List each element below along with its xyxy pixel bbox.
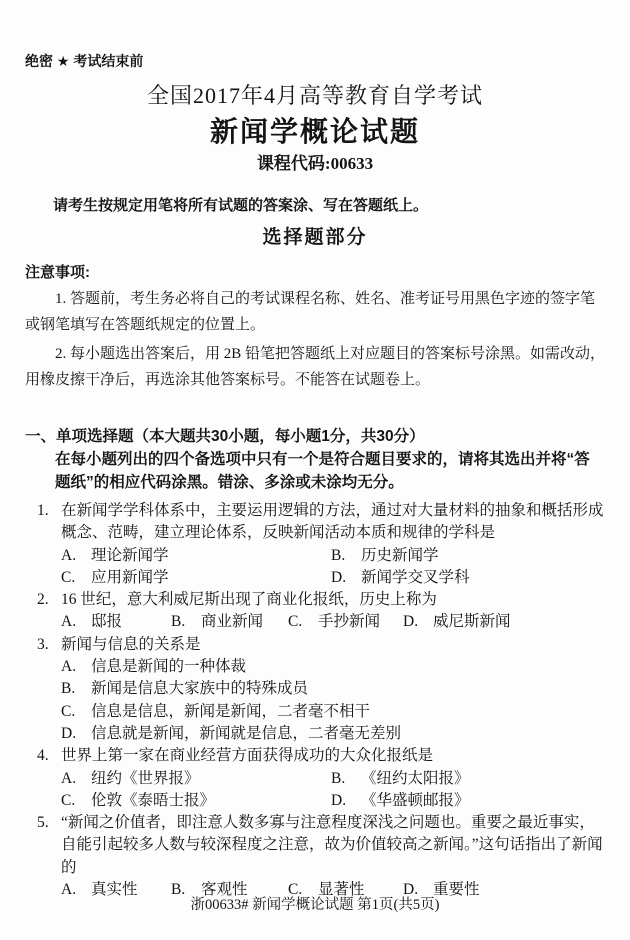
option-label: C. xyxy=(61,568,76,586)
question-number: 1. xyxy=(37,502,49,519)
option-label: B. xyxy=(331,546,346,564)
question-3-options xyxy=(61,656,605,745)
question-4-text xyxy=(37,745,605,767)
option-b xyxy=(331,545,605,567)
option-text: 理论新闻学 xyxy=(91,546,169,564)
option-text: 信息是信息，新闻是新闻，二者毫不相干 xyxy=(91,702,371,720)
option-label: C. xyxy=(288,881,303,899)
question-stem: 世界上第一家在商业经营方面获得成功的大众化报纸是 xyxy=(61,747,434,765)
option-text: 显著性 xyxy=(318,881,365,899)
part-one-single-choice xyxy=(25,425,605,901)
option-label: B. xyxy=(331,769,346,787)
question-stem: 新闻与信息的关系是 xyxy=(61,635,201,653)
page-footer: 浙00633# 新闻学概论试题 第1页(共5页) xyxy=(190,897,440,913)
option-label: A. xyxy=(61,546,77,564)
option-text: 《华盛顿邮报》 xyxy=(361,791,470,809)
option-a xyxy=(61,656,605,678)
option-a xyxy=(61,611,171,633)
question-stem: 在新闻学学科体系中，主要运用逻辑的方法，通过对大量材料的抽象和概括形成概念、范畴，建立理论体系，反映新闻活动本质和规律的学科是 xyxy=(61,502,604,542)
option-text: 纽约《世界报》 xyxy=(91,769,200,787)
option-b xyxy=(331,768,605,790)
option-text: 应用新闻学 xyxy=(91,568,169,586)
option-label: A. xyxy=(61,769,77,787)
question-2-options xyxy=(61,611,605,633)
notes-label: 注意事项: xyxy=(25,264,90,281)
option-label: A. xyxy=(61,881,77,899)
option-c xyxy=(61,701,605,723)
option-text: 新闻学交叉学科 xyxy=(361,568,470,586)
exam-session-title: 全国2017年4月高等教育自学考试 xyxy=(146,83,483,108)
question-number: 5. xyxy=(37,814,49,832)
option-text: 客观性 xyxy=(201,881,248,899)
question-1-text xyxy=(37,500,605,545)
option-text: 信息是新闻的一种体裁 xyxy=(91,658,247,676)
option-b xyxy=(61,678,605,700)
question-5 xyxy=(37,812,605,901)
question-4 xyxy=(37,745,605,812)
option-label: A. xyxy=(61,658,77,676)
option-label: B. xyxy=(61,680,76,698)
option-label: A. xyxy=(61,613,77,631)
option-a xyxy=(61,545,331,567)
secrecy-label: 绝密 ★ 考试结束前 xyxy=(25,53,144,69)
question-2-text xyxy=(37,589,605,611)
paper-title: 新闻学概论试题 xyxy=(209,116,420,147)
question-5-text xyxy=(37,812,605,879)
option-label: C. xyxy=(61,791,76,809)
option-b xyxy=(171,611,288,633)
option-text: 手抄新闻 xyxy=(318,613,381,631)
question-1 xyxy=(37,500,605,589)
question-4-options xyxy=(61,768,605,813)
option-label: D. xyxy=(331,568,347,586)
option-text: 《纽约太阳报》 xyxy=(361,769,470,787)
option-c xyxy=(288,611,403,633)
course-code: 课程代码:00633 xyxy=(256,154,374,173)
option-d xyxy=(331,567,605,589)
option-label: C. xyxy=(288,613,303,631)
option-text: 重要性 xyxy=(433,881,480,899)
option-text: 信息就是新闻，新闻就是信息，二者毫无差别 xyxy=(91,724,402,742)
option-a xyxy=(61,768,331,790)
option-text: 伦敦《泰晤士报》 xyxy=(91,791,216,809)
option-label: D. xyxy=(331,791,347,809)
option-label: D. xyxy=(403,613,419,631)
question-2 xyxy=(37,589,605,634)
question-3-text xyxy=(37,634,605,656)
note-item-1: 1. 答题前，考生务必将自己的考试课程名称、姓名、准考证号用黑色字迹的签字笔或钢笔填写在答题纸规定的位置上。 xyxy=(25,291,596,333)
question-number: 4. xyxy=(37,747,49,765)
option-label: B. xyxy=(171,613,186,631)
question-stem: “新闻之价值者，即注意人数多寡与注意程度深浅之问题也。重要之最近事实，自能引起较多人数与较深程度之注意，故为价值较高之新闻。”这句话指出了新闻的 xyxy=(61,814,603,876)
option-c xyxy=(61,567,331,589)
option-text: 真实性 xyxy=(91,881,138,899)
question-number: 2. xyxy=(37,591,49,609)
option-label: B. xyxy=(171,881,186,899)
option-label: C. xyxy=(61,702,76,720)
question-stem: 16 世纪，意大利威尼斯出现了商业化报纸，历史上称为 xyxy=(61,591,437,609)
option-d xyxy=(331,790,605,812)
option-text: 邸报 xyxy=(91,613,123,631)
option-text: 历史新闻学 xyxy=(361,546,439,564)
option-c xyxy=(61,790,331,812)
general-instruction: 请考生按规定用笔将所有试题的答案涂、写在答题纸上。 xyxy=(53,197,429,214)
note-item-2: 2. 每小题选出答案后，用 2B 铅笔把答题纸上对应题目的答案标号涂黑。如需改动，用橡皮擦干净后，再选涂其他答案标号。不能答在试题卷上。 xyxy=(25,346,606,388)
question-3 xyxy=(37,634,605,745)
part-one-instruction: 在每小题列出的四个备选项中只有一个是符合题目要求的，请将其选出并将“答题纸”的相应代码涂黑。错涂、多涂或未涂均无分。 xyxy=(55,451,590,491)
option-text: 新闻是信息大家族中的特殊成员 xyxy=(91,680,309,698)
option-text: 威尼斯新闻 xyxy=(433,613,511,631)
option-label: D. xyxy=(403,881,419,899)
question-1-options xyxy=(61,545,605,590)
choice-section-header: 选择题部分 xyxy=(262,227,368,248)
question-number: 3. xyxy=(37,635,49,653)
option-label: D. xyxy=(61,724,77,742)
part-one-heading: 一、单项选择题（本大题共30小题，每小题1分，共30分） xyxy=(25,428,425,445)
option-d xyxy=(403,611,605,633)
option-text: 商业新闻 xyxy=(201,613,264,631)
option-d xyxy=(61,723,605,745)
